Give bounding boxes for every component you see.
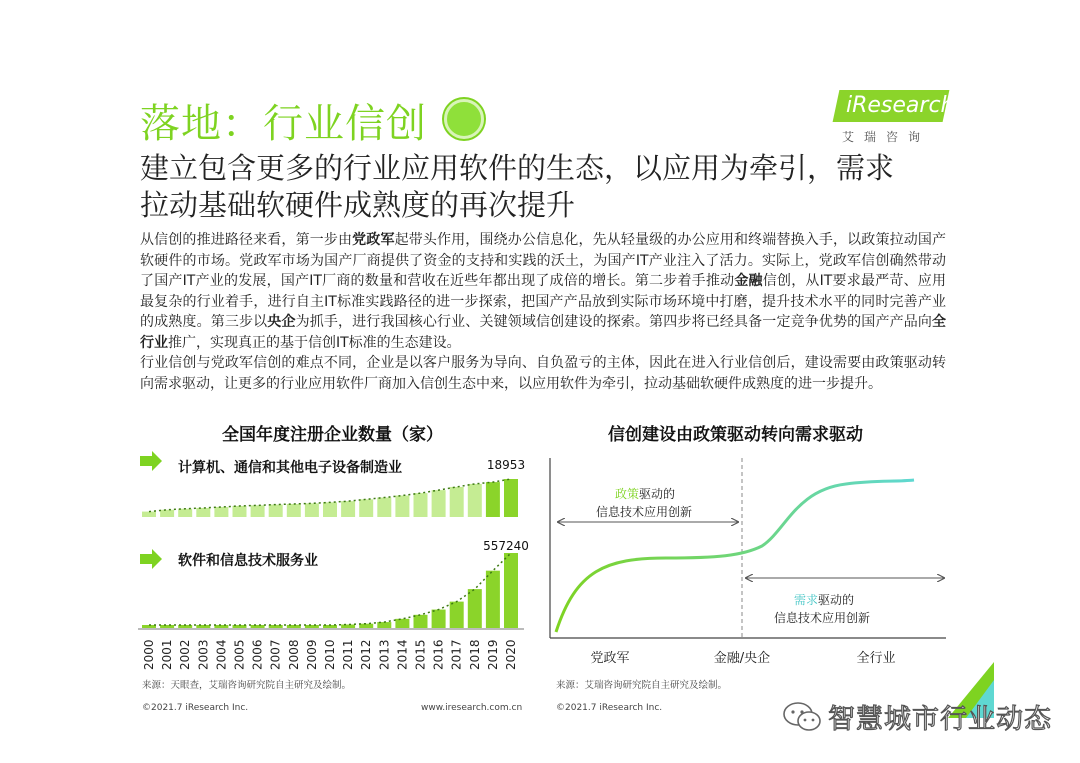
x-tick-label: 2009 [304,639,319,670]
s2-bar-2014 [395,619,409,628]
driver-shift-chart [546,450,950,676]
body-text-run: 为抓手，进行我国核心行业、关键领域信创建设的探索。第四步将已经具备一定竞争优势的国产产品向 [295,314,933,330]
s2-bar-2015 [414,615,428,628]
left-chart-title: 全国年度注册企业数量（家） [222,425,443,445]
s2-bar-2009 [305,625,319,628]
s2-bar-2019 [486,571,500,628]
x-tick-label: 2005 [232,639,247,670]
s1-bar-2010 [323,502,337,517]
series-1-value-label: 18953 [486,458,526,472]
s1-bar-2020 [504,479,518,517]
x-tick-label: 2014 [395,639,410,670]
x-tick-label: 2015 [413,639,428,670]
iresearch-logo [836,90,955,146]
demand-driven-label: 需求驱动的 [794,593,855,607]
title-dot-icon [444,99,484,139]
s2-bar-2020 [504,553,518,628]
s1-bar-2018 [468,484,482,517]
s2-bar-2008 [287,625,301,628]
x-tick-label: 2017 [449,639,464,670]
s1-bar-2011 [341,501,355,517]
section-title: 落地：行业信创 [140,101,427,147]
s1-bar-2008 [287,504,301,517]
x-tick-label: 2018 [467,639,482,670]
body-paragraph-2: 行业信创与党政军信创的难点不同，企业是以客户服务为导向、自负盈亏的主体，因此在进入行业信创后，建设需要由政策驱动转向需求驱动，让更多的行业应用软件厂商加入信创生态中来，以应用软件为牵引，拉动基础软硬件成熟度的进一步提升。 [140,355,946,392]
s1-bar-2006 [251,505,265,517]
policy-driven-label-2: 信息技术应用创新 [596,505,693,519]
s1-bar-2019 [486,482,500,517]
x-tick-label: 2006 [250,639,265,670]
series-2-arrow-icon [140,549,162,569]
s1-bar-2013 [377,498,391,517]
watermark-text: 智慧城市行业动态 [828,704,1052,735]
x-label-finance: 金融/央企 [713,651,771,666]
headline [140,150,960,224]
s2-bar-2006 [251,625,265,628]
s1-bar-2004 [214,507,228,517]
body-text-run: 起带头作用，围绕办公信息化，先从轻量级的办公应用和终端替换入手，以政策拉动国产软硬件的市场。党政军市场为国产厂商提供了资金的支持和实践的沃土，为国产IT产业注入了活力。实际上，党政军信创确然带动了国产IT产业的发展，国产IT厂商的数量和营收在近些年都出现了成倍的增长。第二步着手推动 [140,232,947,289]
s1-bar-2003 [196,508,210,517]
policy-driven-label: 政策驱动的 [615,487,676,501]
body-bold-keyword: 党政军 [352,232,395,248]
x-label-government: 党政军 [590,651,630,666]
body-text-run: 从信创的推进路径来看，第一步由 [140,232,353,248]
s1-bar-2012 [359,499,373,517]
registered-companies-chart [134,446,534,691]
s1-bar-2001 [160,510,174,517]
s2-bar-2017 [450,602,464,628]
s2-bar-2001 [160,625,174,628]
headline-line-1: 建立包含更多的行业应用软件的生态，以应用为牵引，需求 [140,151,895,185]
watermark [778,695,1058,735]
x-tick-label: 2003 [196,639,211,670]
demand-driven-label-2: 信息技术应用创新 [774,611,871,625]
series-1-arrow-icon [140,451,162,471]
footer-url: www.iresearch.com.cn [421,703,523,713]
wechat-icon [782,699,824,733]
footer-copyright-left: ©2021.7 iResearch Inc. [142,703,249,713]
series-1-label: 计算机、通信和其他电子设备制造业 [178,460,402,476]
x-tick-label: 2011 [341,639,356,670]
headline-line-2: 拉动基础软硬件成熟度的再次提升 [140,188,576,222]
x-tick-label: 2001 [160,639,175,670]
series-2-value-label: 557240 [483,539,529,553]
series-2-label: 软件和信息技术服务业 [178,553,318,569]
body-paragraph-1 [140,230,946,353]
x-tick-label: 2000 [142,639,156,670]
body-bold-keyword: 央企 [267,314,296,330]
x-tick-label: 2012 [359,639,374,670]
x-tick-label: 2010 [323,639,337,670]
x-tick-label: 2007 [268,639,283,670]
s2-bar-2012 [359,624,373,628]
s1-bar-2007 [269,505,283,517]
s1-bar-2017 [450,487,464,517]
s1-bar-2009 [305,503,319,517]
body-bold-keyword: 全行业 [140,314,947,351]
x-tick-label: 2016 [431,639,446,670]
s2-bar-2018 [468,589,482,628]
x-tick-label: 2019 [485,639,500,670]
s1-bar-2016 [432,490,446,517]
logo-text: iResearch [846,93,955,118]
right-chart-source: 来源：艾瑞咨询研究院自主研究及绘制。 [556,680,728,691]
right-chart-title: 信创建设由政策驱动转向需求驱动 [608,425,863,445]
adoption-curve [556,480,914,632]
s2-bar-2016 [432,610,446,628]
s1-bar-2005 [233,506,247,517]
x-tick-label: 2004 [214,639,229,670]
x-tick-label: 2002 [178,639,193,670]
body-text [140,230,946,394]
s2-bar-2003 [196,625,210,628]
x-tick-label: 2008 [286,639,301,670]
x-tick-label: 2020 [504,639,518,670]
s1-bar-2015 [414,493,428,517]
footer-copyright-right: ©2021.7 iResearch Inc. [556,703,663,713]
logo-cn-text: 艾瑞咨询 [842,130,931,144]
s1-bar-2000 [142,512,156,517]
x-label-all-industries: 全行业 [856,651,896,666]
s2-bar-2011 [341,625,355,628]
left-chart-source: 来源：天眼查，艾瑞咨询研究院自主研究及绘制。 [142,680,352,691]
s1-bar-2014 [395,496,409,517]
s1-bar-2002 [178,509,192,517]
body-bold-keyword: 金融 [734,273,763,289]
x-tick-label: 2013 [377,639,392,670]
body-text-run: 信创，从IT要求最严苛、应用最复杂的行业着手，进行自主IT标准实践路径的进一步探索，把国产产品放到实际市场环境中打磨，提升技术水平的同时完善产业的成熟度。第三步以 [140,273,947,330]
body-text-run: 推广，实现真正的基于信创IT标准的生态建设。 [168,334,461,351]
s2-bar-2004 [214,625,228,628]
